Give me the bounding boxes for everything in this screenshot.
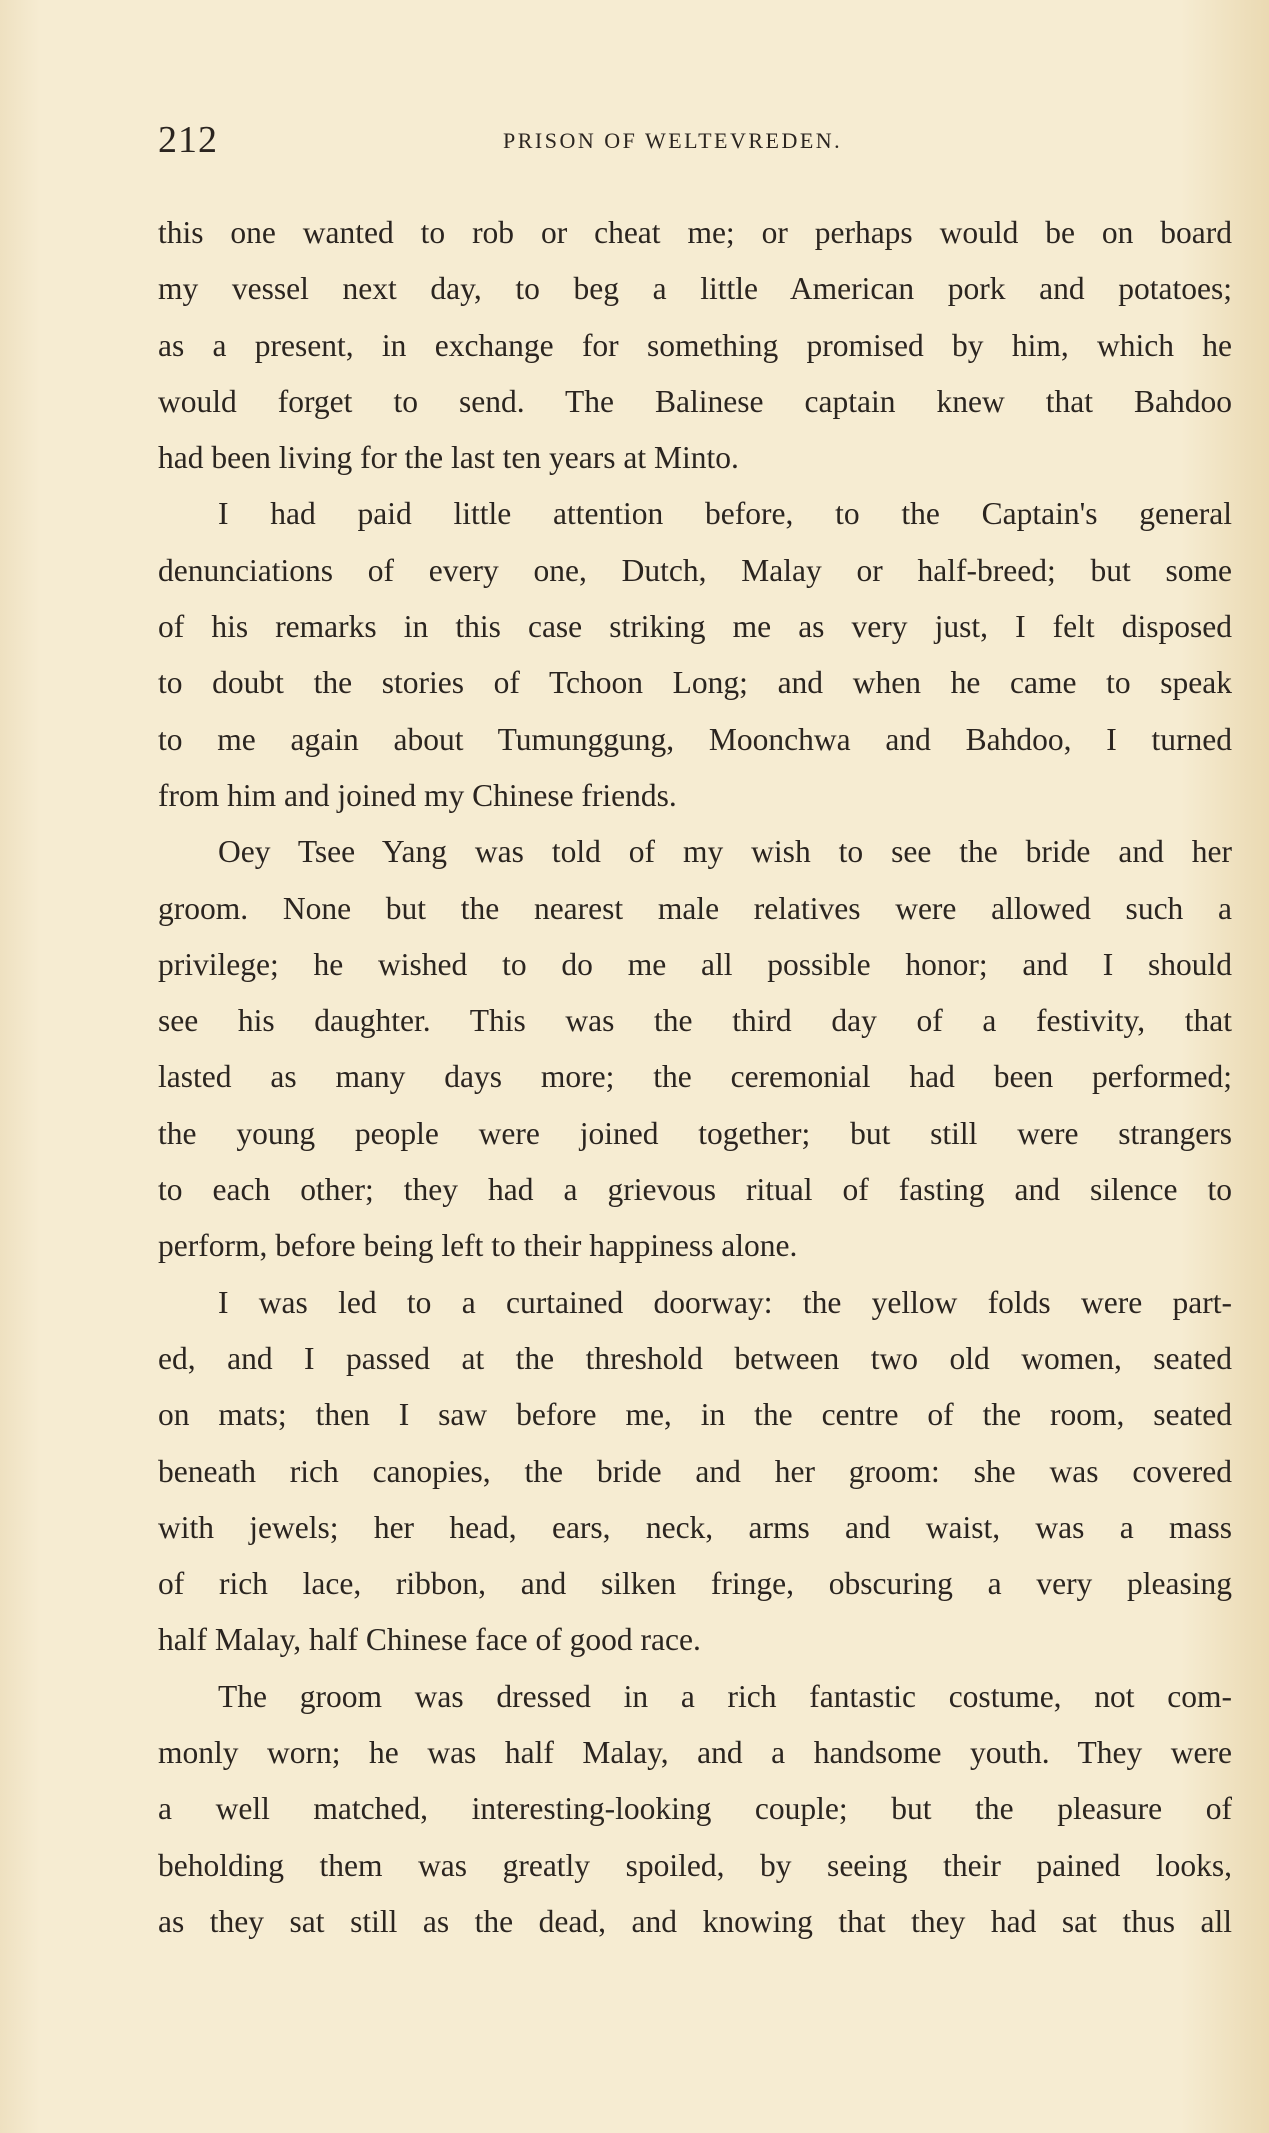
running-title: PRISON OF WELTEVREDEN. [503,128,843,153]
text-line: from him and joined my Chinese friends. [158,777,677,813]
text-line: beholding them was greatly spoiled, by seeing their pained looks, [158,1847,1232,1883]
text-line: beneath rich canopies, the bride and her groom: she was covered [158,1453,1232,1489]
text-line: groom. None but the nearest male relatives were allowed such a [158,890,1232,926]
text-line: I had paid little attention before, to the Captain's general [218,496,1232,532]
text-line: as they sat still as the dead, and knowing that they had sat thus all [158,1903,1232,1939]
text-line: on mats; then I saw before me, in the centre of the room, seated [158,1397,1232,1433]
text-line: of his remarks in this case striking me as very just, I felt disposed [158,609,1232,645]
page-number: 212 [158,119,218,161]
text-line: lasted as many days more; the ceremonial had been performed; [158,1059,1232,1095]
page-header [158,118,1228,162]
text-line: see his daughter. This was the third day of a festivity, that [158,1003,1232,1039]
text-line: ed, and I passed at the threshold between two old women, seated [158,1340,1232,1376]
text-line: perform, before being left to their happiness alone. [158,1228,798,1264]
text-line: half Malay, half Chinese face of good race. [158,1622,701,1658]
text-line: this one wanted to rob or cheat me; or perhaps would be on board [158,215,1232,250]
text-line: monly worn; he was half Malay, and a handsome youth. They were [158,1735,1232,1771]
text-line: denunciations of every one, Dutch, Malay or half-breed; but some [158,552,1232,588]
body-text [158,205,1232,1950]
text-line: with jewels; her head, ears, neck, arms and waist, was a mass [158,1509,1232,1545]
text-line: would forget to send. The Balinese captain knew that Bahdoo [158,383,1232,419]
text-line: I was led to a curtained doorway: the yellow folds were part- [218,1284,1232,1320]
text-line: to each other; they had a grievous ritual of fasting and silence to [158,1172,1232,1208]
text-line: the young people were joined together; but still were strangers [158,1115,1232,1151]
text-line: Oey Tsee Yang was told of my wish to see the bride and her [218,834,1232,870]
text-line: privilege; he wished to do me all possible honor; and I should [158,946,1232,982]
text-line: had been living for the last ten years at Minto. [158,440,739,476]
text-line: to doubt the stories of Tchoon Long; and when he came to speak [158,665,1232,701]
text-line: a well matched, interesting-looking couple; but the pleasure of [158,1791,1232,1827]
text-line: as a present, in exchange for something promised by him, which he [158,327,1232,363]
text-line: The groom was dressed in a rich fantastic costume, not com- [218,1678,1232,1714]
text-line: to me again about Tumunggung, Moonchwa and Bahdoo, I turned [158,721,1232,757]
text-line: my vessel next day, to beg a little American pork and potatoes; [158,271,1232,307]
text-line: of rich lace, ribbon, and silken fringe, obscuring a very pleasing [158,1566,1232,1602]
